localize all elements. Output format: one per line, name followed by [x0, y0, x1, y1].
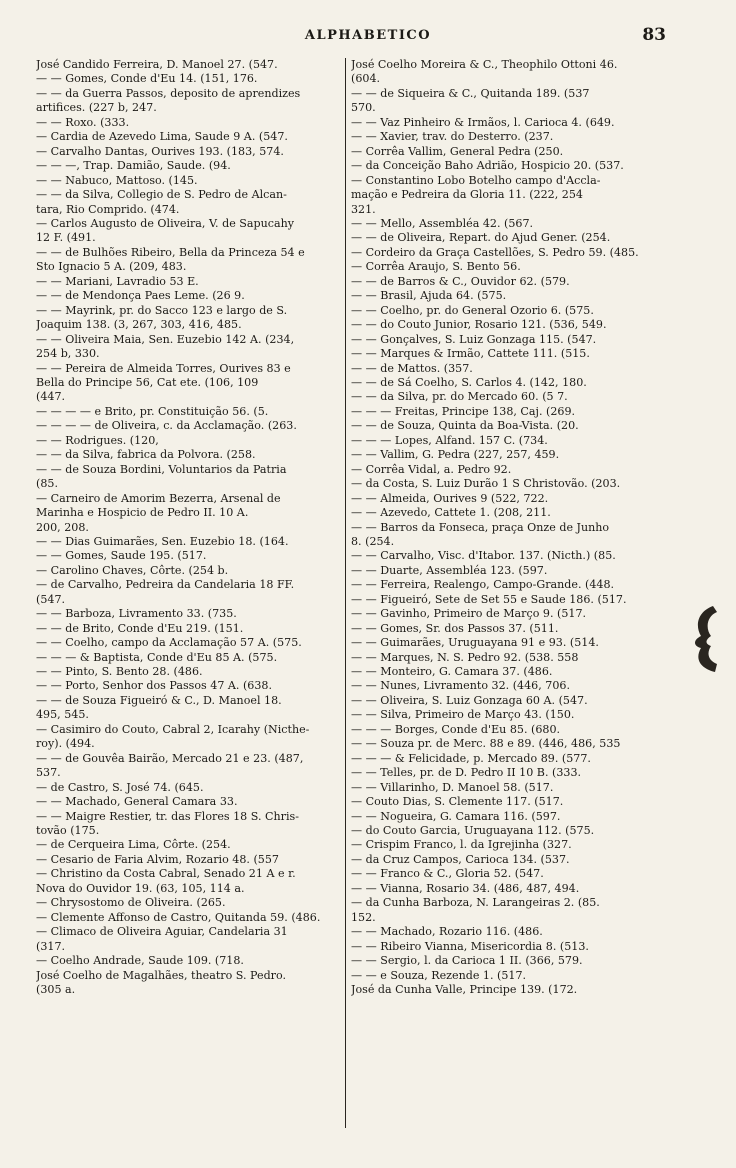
directory-entry-line: — — de Oliveira, Repart. do Ajud Gener. (254. [351, 231, 611, 245]
directory-entry-line: — Couto Dias, S. Clemente 117. (517. [351, 795, 564, 809]
directory-entry-line: — Cordeiro da Graça Castellões, S. Pedro 59. (485. [351, 245, 639, 259]
directory-entry-line: — Corrêa Vidal, a. Pedro 92. [351, 462, 512, 476]
directory-entry-line: — da Cruz Campos, Carioca 134. (537. [351, 852, 570, 866]
directory-entry-line: (317. [36, 939, 66, 953]
directory-entry-line: — — Silva, Primeiro de Março 43. (150. [351, 708, 575, 722]
directory-entry-line: — — Coelho, pr. do General Ozorio 6. (575. [351, 303, 594, 317]
directory-entry-line: — — —, Trap. Damião, Saude. (94. [36, 159, 231, 173]
directory-entry-line: — — Gomes, Saude 195. (517. [36, 549, 207, 563]
directory-entry-line: Sto Ignacio 5 A. (209, 483. [36, 260, 187, 274]
directory-entry-line: 495, 545. [36, 708, 89, 722]
directory-entry-line: — — — — e Brito, pr. Constituição 56. (5. [36, 404, 269, 418]
directory-entry-line: — Chrysostomo de Oliveira. (265. [36, 896, 226, 910]
directory-entry-line: — — Guimarães, Uruguayana 91 e 93. (514. [351, 636, 599, 650]
directory-entry-line: José Coelho de Magalhães, theatro S. Pedro. [36, 968, 286, 982]
directory-entry-line: 152. [351, 910, 376, 924]
directory-entry-line: — — Coelho, campo da Acclamação 57 A. (575. [36, 636, 302, 650]
directory-entry-line: — de Cerqueira Lima, Côrte. (254. [36, 838, 231, 852]
directory-entry-line: (305 a. [36, 983, 76, 996]
margin-bracket-mark [683, 602, 723, 674]
directory-entry-line: — Carvalho Dantas, Ourives 193. (183, 574. [36, 144, 284, 158]
directory-entry-line: (604. [351, 72, 381, 86]
directory-entry-line: — — Vallim, G. Pedra (227, 257, 459. [351, 448, 560, 462]
directory-entry-line: — Corrêa Araujo, S. Bento 56. [351, 260, 521, 274]
directory-entry-line: 200, 208. [36, 520, 89, 534]
directory-entry-line: — — Maigre Restier, tr. das Flores 18 S. Chris- [36, 809, 299, 823]
directory-entry-line: — — Oliveira Maia, Sen. Euzebio 142 A. (234, [36, 332, 295, 346]
directory-entry-line: José da Cunha Valle, Principe 139. (172. [351, 983, 578, 996]
directory-entry-line: 8. (254. [351, 534, 395, 548]
directory-entry-line: — — Sergio, l. da Carioca 1 II. (366, 579. [351, 954, 583, 968]
directory-entry-line: — — — — de Oliveira, c. da Acclamação. (263. [36, 419, 297, 433]
directory-entry-line: — Cesario de Faria Alvim, Rozario 48. (557 [36, 852, 279, 866]
directory-entry-line: — — — & Baptista, Conde d'Eu 85 A. (575. [36, 650, 278, 664]
directory-entry-line: — — de Bulhões Ribeiro, Bella da Princeza 54 e [36, 245, 305, 259]
directory-entry-line: — Christino da Costa Cabral, Senado 21 A e r. [36, 867, 296, 881]
directory-entry-line: — — de Sá Coelho, S. Carlos 4. (142, 180. [351, 375, 587, 389]
directory-entry-line: Nova do Ouvidor 19. (63, 105, 114 a. [36, 881, 245, 895]
column-rule [345, 58, 346, 1128]
directory-entry-line: — — Barboza, Livramento 33. (735. [36, 607, 237, 621]
directory-entry-line: — — Nogueira, G. Camara 116. (597. [351, 809, 561, 823]
left-column [36, 58, 342, 997]
directory-entry-line: (447. [36, 390, 66, 404]
directory-entry-line: Marinha e Hospicio de Pedro II. 10 A. [36, 506, 249, 520]
directory-entry-line: Joaquim 138. (3, 267, 303, 416, 485. [36, 318, 242, 332]
directory-entry-line: — — Nabuco, Mattoso. (145. [36, 173, 198, 187]
directory-entry-line: — da Conceição Baho Adrião, Hospicio 20. (537. [351, 159, 624, 173]
directory-entry-line: — — de Mattos. (357. [351, 361, 473, 375]
directory-entry-line: — — Ribeiro Vianna, Misericordia 8. (513. [351, 939, 589, 953]
directory-entry-line: — de Castro, S. José 74. (645. [36, 780, 204, 794]
directory-entry-line: — — Machado, General Camara 33. [36, 795, 238, 809]
directory-entry-line: — Crispim Franco, l. da Igrejinha (327. [351, 838, 572, 852]
directory-entry-line: José Coelho Moreira & C., Theophilo Ottoni 46. [351, 58, 618, 71]
directory-entry-line: — — Marques, N. S. Pedro 92. (538. 558 [351, 650, 579, 664]
directory-entry-line: 321. [351, 202, 376, 216]
directory-entry-line: — Constantino Lobo Botelho campo d'Accla- [351, 173, 601, 187]
directory-entry-line: artifices. (227 b, 247. [36, 101, 157, 115]
directory-entry-line: — — da Silva, pr. do Mercado 60. (5 7. [351, 390, 568, 404]
directory-entry-line: — — e Souza, Rezende 1. (517. [351, 968, 527, 982]
directory-entry-line: — — de Mendonça Paes Leme. (26 9. [36, 289, 245, 303]
directory-entry-line: — — Vaz Pinheiro & Irmãos, l. Carioca 4. (649. [351, 115, 615, 129]
directory-entry-line: — — de Brito, Conde d'Eu 219. (151. [36, 621, 244, 635]
directory-entry-line: tovão (175. [36, 824, 100, 838]
directory-entry-line: — — de Barros & C., Ouvidor 62. (579. [351, 274, 570, 288]
directory-entry-line: — — — Lopes, Alfand. 157 C. (734. [351, 433, 548, 447]
directory-entry-line: — — de Souza Bordini, Voluntarios da Patria [36, 462, 287, 476]
directory-entry-line: — — da Silva, Collegio de S. Pedro de Alcan- [36, 188, 287, 202]
directory-entry-line: — — Souza pr. de Merc. 88 e 89. (446, 486, 535 [351, 737, 621, 751]
directory-entry-line: — — Monteiro, G. Camara 37. (486. [351, 665, 553, 679]
directory-entry-line: — — Nunes, Livramento 32. (446, 706. [351, 679, 570, 693]
directory-entry-line: — Carlos Augusto de Oliveira, V. de Sapucahy [36, 216, 294, 230]
directory-entry-line: — — do Couto Junior, Rosario 121. (536, 549. [351, 318, 607, 332]
right-column [351, 58, 669, 997]
directory-entry-line: — Corrêa Vallim, General Pedra (250. [351, 144, 564, 158]
directory-entry-line: — Climaco de Oliveira Aguiar, Candelaria 31 [36, 925, 288, 939]
directory-entry-line: Bella do Principe 56, Cat ete. (106, 109 [36, 375, 259, 389]
directory-entry-line: — de Carvalho, Pedreira da Candelaria 18 FF. [36, 578, 295, 592]
directory-entry-line: — Coelho Andrade, Saude 109. (718. [36, 954, 244, 968]
directory-entry-line: — — Almeida, Ourives 9 (522, 722. [351, 491, 549, 505]
directory-entry-line: — — Ferreira, Realengo, Campo-Grande. (448. [351, 578, 615, 592]
directory-entry-line: — — Dias Guimarães, Sen. Euzebio 18. (164. [36, 534, 289, 548]
directory-entry-line: — — — Freitas, Principe 138, Caj. (269. [351, 404, 576, 418]
directory-entry-line: — — Roxo. (333. [36, 115, 130, 129]
directory-entry-line: 12 F. (491. [36, 231, 96, 245]
directory-entry-line: (547. [36, 592, 66, 606]
directory-entry-line: — do Couto Garcia, Uruguayana 112. (575. [351, 824, 595, 838]
directory-entry-line: — — Carvalho, Visc. d'Itabor. 137. (Nicth.) (85. [351, 549, 616, 563]
directory-entry-line: — — Duarte, Assembléa 123. (597. [351, 563, 548, 577]
directory-entry-line: 254 b, 330. [36, 347, 100, 361]
directory-entry-line: — — Oliveira, S. Luiz Gonzaga 60 A. (547. [351, 693, 588, 707]
directory-entry-line: — Carolino Chaves, Côrte. (254 b. [36, 563, 229, 577]
directory-entry-line: — — de Siqueira & C., Quitanda 189. (537 [351, 86, 590, 100]
directory-entry-line: — — Franco & C., Gloria 52. (547. [351, 867, 544, 881]
directory-entry-line: 570. [351, 101, 376, 115]
running-head: ALPHABETICO [304, 28, 432, 43]
directory-entry-line: — Cardia de Azevedo Lima, Saude 9 A. (547. [36, 130, 288, 144]
directory-entry-line: roy). (494. [36, 737, 95, 751]
directory-entry-line: (85. [36, 477, 58, 491]
directory-entry-line: — — Vianna, Rosario 34. (486, 487, 494. [351, 881, 580, 895]
directory-entry-line: — — de Souza Figueiró & C., D. Manoel 18. [36, 693, 282, 707]
directory-entry-line: — — da Guerra Passos, deposito de aprendizes [36, 86, 301, 100]
directory-entry-line: José Candido Ferreira, D. Manoel 27. (547. [36, 58, 278, 71]
directory-entry-line: — — de Souza, Quinta da Boa-Vista. (20. [351, 419, 579, 433]
directory-entry-line: — — Figueiró, Sete de Set 55 e Saude 186. (517. [351, 592, 627, 606]
directory-entry-line: tara, Rio Comprido. (474. [36, 202, 180, 216]
directory-entry-line: — — Barros da Fonseca, praça Onze de Junho [351, 520, 610, 534]
directory-entry-line: — — Rodrigues. (120, [36, 433, 159, 447]
directory-entry-line: — — Gavinho, Primeiro de Março 9. (517. [351, 607, 587, 621]
directory-entry-line: — — Azevedo, Cattete 1. (208, 211. [351, 506, 551, 520]
directory-entry-line: — — Brasil, Ajuda 64. (575. [351, 289, 507, 303]
directory-entry-line: — — Pinto, S. Bento 28. (486. [36, 665, 203, 679]
directory-entry-line: — — de Gouvêa Bairão, Mercado 21 e 23. (487, [36, 751, 304, 765]
directory-entry-line: — — Porto, Senhor dos Passos 47 A. (638. [36, 679, 272, 693]
directory-entry-line: — — Pereira de Almeida Torres, Ourives 83 e [36, 361, 291, 375]
directory-entry-line: — — Villarinho, D. Manoel 58. (517. [351, 780, 554, 794]
directory-entry-line: — — — & Felicidade, p. Mercado 89. (577. [351, 751, 591, 765]
directory-entry-line: — — Machado, Rozario 116. (486. [351, 925, 543, 939]
directory-entry-line: — — Gomes, Sr. dos Passos 37. (511. [351, 621, 559, 635]
directory-entry-line: — Clemente Affonso de Castro, Quitanda 59. (486. [36, 910, 321, 924]
directory-entry-line: — — Mariani, Lavradio 53 E. [36, 274, 199, 288]
directory-entry-line: — Carneiro de Amorim Bezerra, Arsenal de [36, 491, 281, 505]
directory-entry-line: — — Mello, Assembléa 42. (567. [351, 216, 534, 230]
directory-entry-line: — — Gonçalves, S. Luiz Gonzaga 115. (547. [351, 332, 597, 346]
directory-entry-line: — — Marques & Irmão, Cattete 111. (515. [351, 347, 590, 361]
directory-entry-line: — — Gomes, Conde d'Eu 14. (151, 176. [36, 72, 258, 86]
page-number: 83 [642, 25, 666, 45]
directory-entry-line: — da Costa, S. Luiz Durão 1 S Christovão. (203. [351, 477, 621, 491]
directory-entry-line: — — Telles, pr. de D. Pedro II 10 B. (333. [351, 766, 582, 780]
directory-entry-line: — da Cunha Barboza, N. Larangeiras 2. (85. [351, 896, 600, 910]
directory-entry-line: — Casimiro do Couto, Cabral 2, Icarahy (Nicthe- [36, 722, 310, 736]
directory-entry-line: 537. [36, 766, 61, 780]
directory-entry-line: — — Mayrink, pr. do Sacco 123 e largo de S. [36, 303, 288, 317]
directory-entry-line: — — — Borges, Conde d'Eu 85. (680. [351, 722, 561, 736]
directory-entry-line: mação e Pedreira da Gloria 11. (222, 254 [351, 188, 583, 202]
page-header [0, 25, 736, 52]
directory-entry-line: — — Xavier, trav. do Desterro. (237. [351, 130, 554, 144]
directory-entry-line: — — da Silva, fabrica da Polvora. (258. [36, 448, 256, 462]
